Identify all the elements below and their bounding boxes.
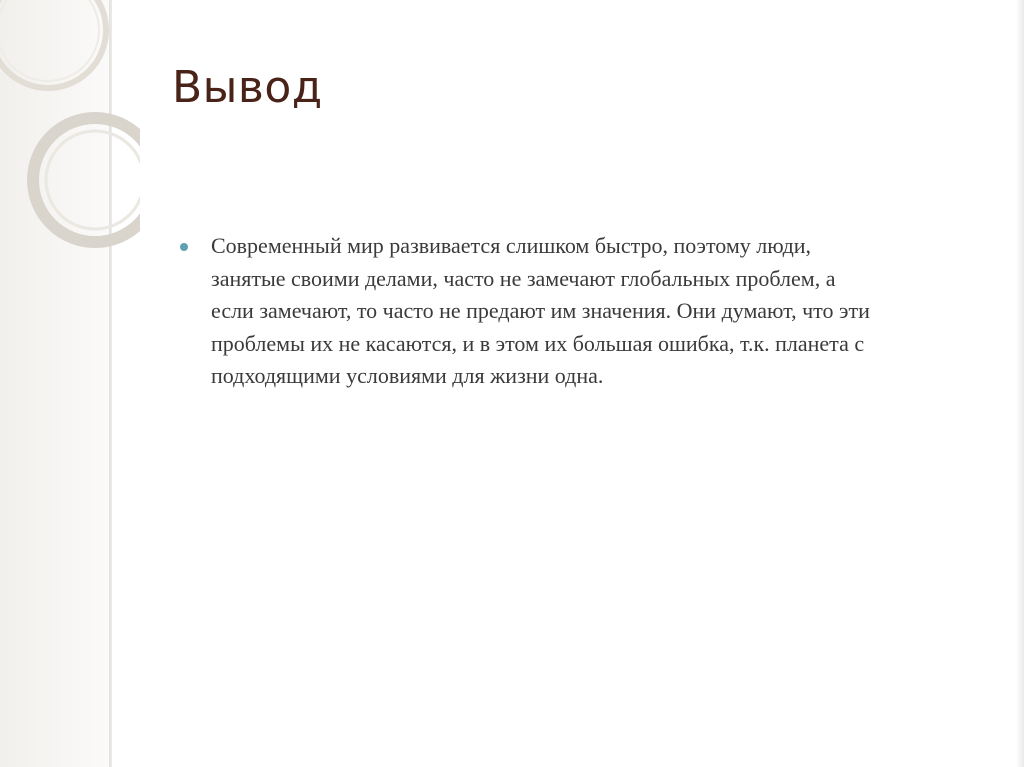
- bullet-line: занятые своими делами, часто не замечают глобальных проблем, а: [211, 265, 836, 291]
- bullet-line: если замечают, то часто не предают им значения. Они думают, что эти: [211, 298, 870, 323]
- decorative-rings-icon: [0, 0, 140, 260]
- bullet-text: [211, 230, 1000, 393]
- bullet-item: [180, 230, 1000, 393]
- bullet-line: проблемы их не касаются, и в этом их большая ошибка, т.к. планета с: [211, 330, 865, 356]
- bullet-dot-icon: [180, 243, 188, 251]
- bullet-line: подходящими условиями для жизни одна.: [211, 363, 604, 388]
- slide-title: Вывод: [172, 62, 323, 113]
- right-edge-shadow: [1016, 0, 1024, 767]
- bullet-line: Современный мир развивается слишком быстро, поэтому люди,: [211, 233, 812, 258]
- slide-content: [180, 230, 1000, 393]
